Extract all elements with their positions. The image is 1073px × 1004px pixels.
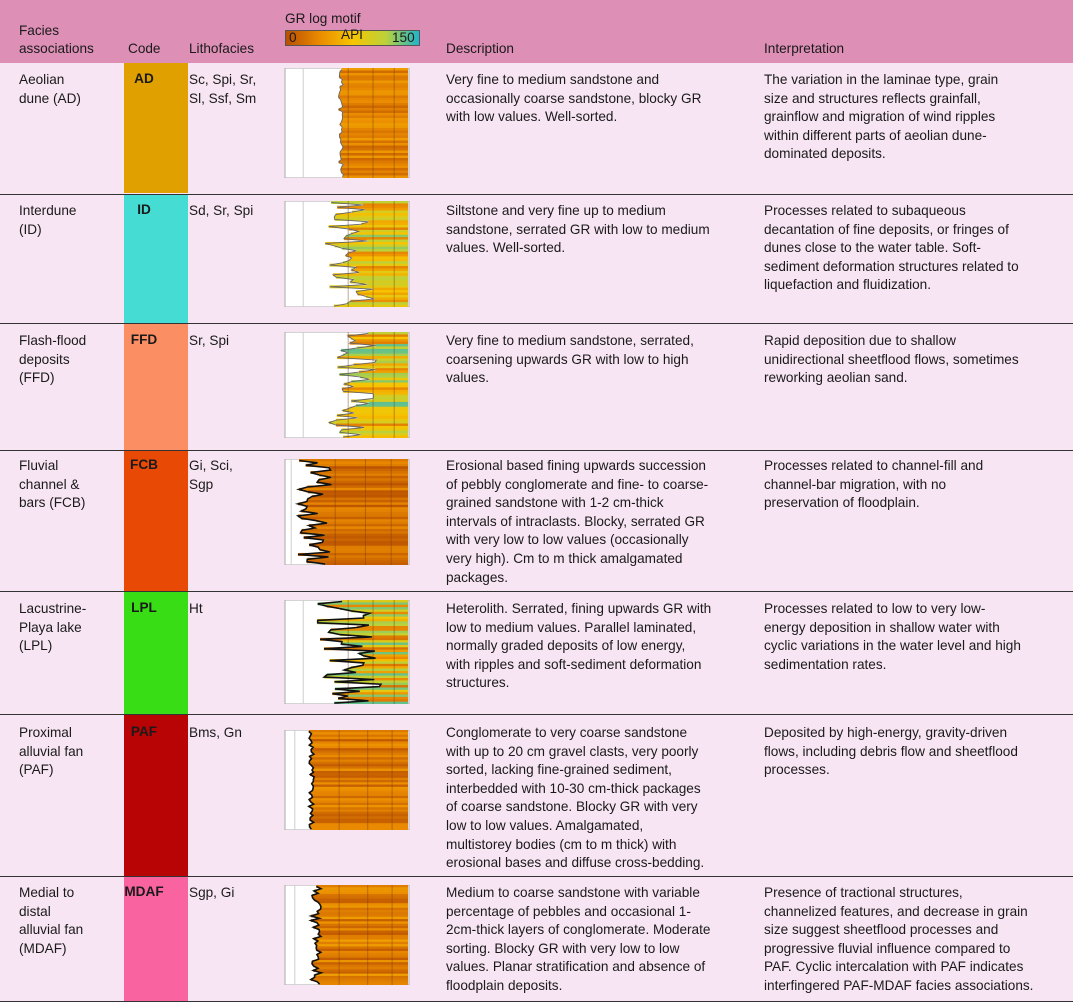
- facies-code: PAF: [130, 724, 158, 739]
- facies-code: AD: [134, 71, 154, 86]
- table-row: [0, 195, 1073, 323]
- lithofacies: Gi, Sci, Sgp: [189, 458, 233, 492]
- gr-log-motif: [284, 600, 414, 704]
- gr-log-stripe: [319, 983, 408, 985]
- header-gr-log-motif: GR log motif: [285, 11, 361, 26]
- interpretation: Processes related to low to very low- energy deposition in shallow water with cyclic variations in the water level and high sedimentation rates.: [764, 601, 1021, 672]
- table-row: [0, 324, 1073, 450]
- description: Very fine to medium sandstone, serrated, coarsening upwards GR with low to high values.: [446, 333, 694, 386]
- code-color-bar: [124, 715, 188, 876]
- lithofacies: Sgp, Gi: [189, 885, 235, 900]
- gr-scale-unit: API: [341, 27, 363, 42]
- description: Erosional based fining upwards succession of pebbly conglomerate and fine- to coarse- grained sandstone with 1-2 cm-thick intervals of intraclasts. Blocky, serrated GR with very low to low values (occasionally very high). Cm to m thick amalgamated packages.: [446, 458, 709, 585]
- gr-scale-max: 150: [392, 30, 415, 45]
- table-row: [0, 63, 1073, 194]
- description: Conglomerate to very coarse sandstone with up to 20 cm gravel clasts, very poorly sorted, lacking fine-grained sediment, interbedded with 10-30 cm-thick packages of coarse sandstone. Blocky GR with very low to low values. Amalgamated, multistorey bodies (cm to m thick) with erosional bases and diffuse cross-bedding.: [446, 725, 705, 871]
- interpretation: Deposited by high-energy, gravity-driven flows, including debris flow and sheetflood processes.: [764, 725, 1018, 778]
- header-description: Description: [446, 41, 514, 56]
- facies-name: Lacustrine- Playa lake (LPL): [19, 601, 87, 654]
- table-row: [0, 451, 1073, 591]
- gr-log-stripe: [325, 563, 408, 565]
- facies-code: FFD: [130, 332, 158, 347]
- lithofacies: Bms, Gn: [189, 725, 242, 740]
- interpretation: The variation in the laminae type, grain size and structures reflects grainfall, grainflow and migration of wind ripples within different parts of aeolian dune- dominated deposits.: [764, 72, 999, 162]
- interpretation: Presence of tractional structures, channelized features, and decrease in grain size suggest sheetflood processes and progressive fluvial influence compared to PAF. Cyclic intercalation with PAF indicates interfingered PAF-MDAF facies associations.: [764, 885, 1034, 993]
- facies-name: Aeolian dune (AD): [19, 72, 81, 106]
- gr-log-motif: [284, 68, 414, 178]
- facies-name: Interdune (ID): [19, 203, 77, 237]
- facies-name: Medial to distal alluvial fan (MDAF): [19, 885, 84, 956]
- interpretation: Processes related to subaqueous decantation of fine deposits, or fringes of dunes close to the water table. Soft- sediment deformation structures related to liquefaction and fluidization.: [764, 203, 1019, 293]
- description: Very fine to medium sandstone and occasionally coarse sandstone, blocky GR with low values. Well-sorted.: [446, 72, 702, 125]
- lithofacies: Ht: [189, 601, 203, 616]
- header-lithofacies: Lithofacies: [189, 41, 254, 56]
- description: Medium to coarse sandstone with variable percentage of pebbles and occasional 1- 2cm-thick layers of conglomerate. Moderate sorting. Blocky GR with very low to low values. Planar stratification and absence of floodplain deposits.: [446, 885, 711, 993]
- lithofacies: Sr, Spi: [189, 333, 230, 348]
- facies-name: Flash-flood deposits (FFD): [19, 333, 87, 386]
- facies-code: MDAF: [124, 884, 164, 899]
- header-interpretation: Interpretation: [764, 41, 845, 56]
- gr-scale-min: 0: [289, 30, 297, 45]
- table-row: [0, 877, 1073, 1001]
- gr-log-motif: [284, 885, 414, 985]
- description: Siltstone and very fine up to medium sandstone, serrated GR with low to medium values. Well-sorted.: [446, 203, 710, 256]
- header-code: Code: [128, 41, 161, 56]
- header-facies: Facies associations: [19, 23, 94, 56]
- description: Heterolith. Serrated, fining upwards GR with low to medium values. Parallel laminated, normally graded deposits of low energy, with ripples and soft-sediment deformation structures.: [446, 601, 712, 691]
- facies-name: Proximal alluvial fan (PAF): [19, 725, 84, 778]
- gr-log-stripe: [311, 828, 408, 830]
- facies-code: LPL: [131, 600, 157, 615]
- table-row: [0, 715, 1073, 876]
- table-row: [0, 592, 1073, 714]
- lithofacies: Sc, Spi, Sr, Sl, Ssf, Sm: [189, 72, 257, 106]
- gr-log-motif: [284, 459, 414, 565]
- lithofacies: Sd, Sr, Spi: [189, 203, 254, 218]
- gr-log-motif: [284, 201, 414, 307]
- interpretation: Processes related to channel-fill and channel-bar migration, with no preservation of floodplain.: [764, 458, 984, 511]
- gr-log-motif: [284, 730, 414, 830]
- gr-log-motif: [284, 332, 414, 438]
- facies-code: ID: [137, 202, 151, 217]
- interpretation: Rapid deposition due to shallow unidirectional sheetflood flows, sometimes reworking aeolian sand.: [764, 333, 1019, 386]
- gr-log-stripe: [343, 176, 408, 179]
- code-color-bar: [124, 451, 188, 591]
- table-header: [0, 0, 1073, 63]
- row-divider: [0, 1001, 1073, 1002]
- facies-code: FCB: [130, 457, 158, 472]
- gr-log-stripe: [334, 305, 408, 307]
- facies-name: Fluvial channel & bars (FCB): [19, 458, 86, 511]
